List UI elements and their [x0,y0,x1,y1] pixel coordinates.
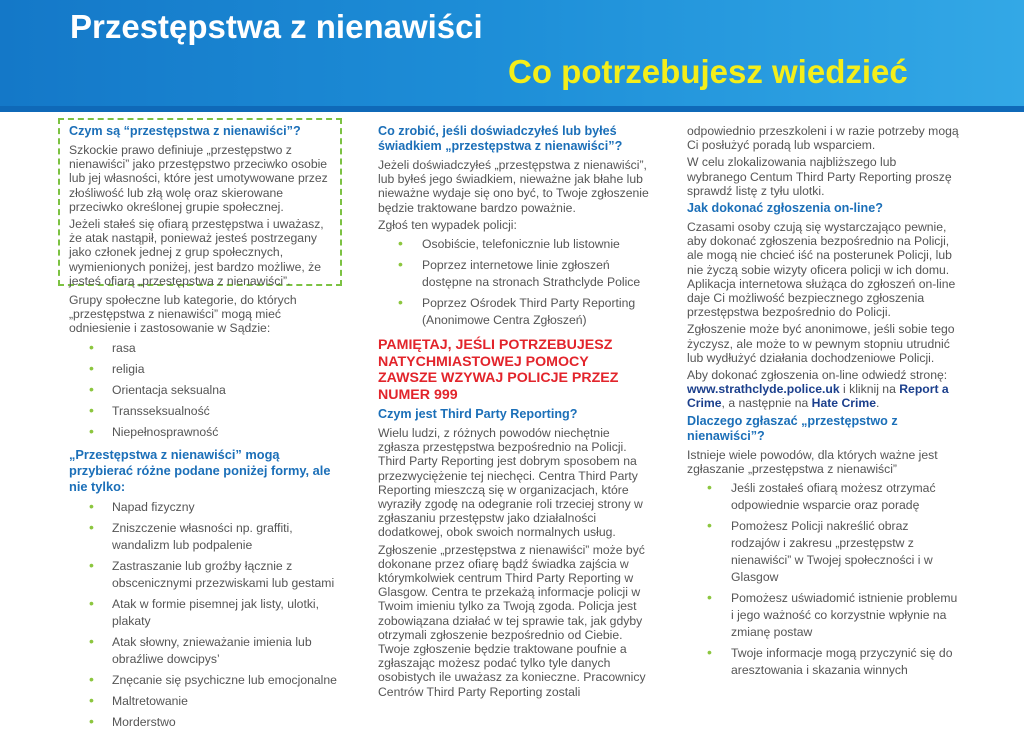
reasons-list [687,480,959,679]
bullet-icon: • [89,518,94,535]
list-item: • Transseksualność [89,401,210,418]
list-item: • Jeśli zostałeś ofiarą możesz otrzymać odpowiednie wsparcie oraz poradę [707,479,936,513]
anonymous-paragraph: Zgłoszenie może być anonimowe, jeśli sobie tego życzysz, ale może to w pewnym stopniu utrudnić lub wydłużyć działania dochodzeniowe Policji. [687,322,955,365]
definition-paragraph: Szkockie prawo definiuje „przestępstwo z nienawiści” jako przestępstwo przeciwko osobie lub jej własności, które jest umotywowane przez złośliwość lub złą wolę oraz skierowane przeciwko określonej grupie społecznej. [69,143,328,214]
list-item: • Znęcanie się psychiczne lub emocjonalne [89,670,337,687]
forms-list [69,499,337,731]
bullet-icon: • [707,479,712,496]
list-item: • religia [89,359,145,376]
report-intro: Zgłoś ten wypadek policji: [378,217,517,232]
bullet-icon: • [89,380,94,397]
list-item: • Zniszczenie własności np. graffiti, wandalizm lub podpalenie [89,518,293,552]
column-1 [69,293,337,737]
groups-list [69,340,337,441]
bullet-icon: • [89,632,94,649]
online-paragraph: Czasami osoby czują się wystarczająco pewnie, aby dokonać zgłoszenia bezpośrednio na Policji, ale mogą nie chcieć iść na posterunek Policji, lub nie życzą sobie wizyty oficera policji w ich domu. Aplikacja internetowa służąca do zgłoszeń on-line daje Ci możliwość bezpiecznego zgłoszenia przestępstwa bezpośrednio do Policji. [687,220,956,320]
definition-heading: Czym są “przestępstwa z nienawiści”? [69,124,301,138]
bullet-icon: • [89,712,94,729]
list-item: • Zastraszanie lub groźby łącznie z obscenicznymi przezwiskami lub gestami [89,556,335,590]
bullet-icon: • [89,594,94,611]
bullet-icon: • [398,256,403,273]
third-party-paragraph: Wielu ludzi, z różnych powodów niechętnie zgłasza przestępstwa bezpośrednio na Policji. Third Party Reporting jest dobrym sposobem na przezwyciężenie tej niechęci. Centra Third Party Reporting mieszczą się w organizacjach, które wyraziły zgodę na odegranie roli trzeciej strony w zgłaszaniu przestępstw jako działalności dodatkowej, obok swoich normalnych usług. [378,426,643,540]
forms-heading: „Przestępstwa z nienawiści” mogą przybierać różne podane poniżej formy, ale nie tylko: [69,446,331,494]
bullet-icon: • [89,556,94,573]
list-item: • Osobiście, telefonicznie lub listownie [398,235,620,252]
bullet-icon: • [89,359,94,376]
header-divider [0,106,1024,112]
column-3 [687,124,959,685]
list-item: • Orientacja seksualna [89,380,226,397]
list-item: • Morderstwo [89,712,176,729]
list-item: • Twoje informacje mogą przyczynić się do aresztowania i skazania winnych [707,644,953,678]
report-crime-link[interactable]: Report a Crime [687,382,949,411]
why-report-paragraph: Istnieje wiele powodów, dla których ważne jest zgłaszanie „przestępstwa z nienawiści” [687,447,938,476]
bullet-icon: • [89,497,94,514]
bullet-icon: • [89,401,94,418]
bullet-icon: • [89,691,94,708]
list-item: • Poprzez internetowe linie zgłoszeń dostępne na stronach Strathclyde Police [398,256,641,290]
website-link[interactable]: www.strathclyde.police.uk [687,382,840,397]
list-item: • Pomożesz uświadomić istnienie problemu i jego ważność co korzystnie wpłynie na zmianę postaw [707,589,958,640]
definition-box-content [69,124,337,291]
what-to-do-paragraph: Jeżeli doświadczyłeś „przestępstwa z nienawiści”, lub byłeś jego świadkiem, nieważne jak błahe lub nieważne wydaje się ono być, to Twoje zgłoszenie będzie traktowane bardzo poważnie. [378,158,649,215]
list-item: • Maltretowanie [89,691,188,708]
online-instructions: Aby dokonać zgłoszenia on-line odwiedź stronę: www.strathclyde.police.uk i kliknij na Report a Crime, a następnie na Hate Crime. [687,368,949,411]
bullet-icon: • [707,644,712,661]
bullet-icon: • [89,338,94,355]
list-item: • Atak w formie pisemnej jak listy, ulotki, plakaty [89,594,320,628]
what-to-do-heading: Co zrobić, jeśli doświadczyłeś lub byłeś świadkiem „przestępstwa z nienawiści”? [378,124,623,153]
bullet-icon: • [89,670,94,687]
bullet-icon: • [398,294,403,311]
page-title: Przestępstwa z nienawiści [70,8,483,45]
list-item: • Niepełnosprawność [89,422,219,439]
bullet-icon: • [398,235,403,252]
page-subtitle: Co potrzebujesz wiedzieć [508,53,908,90]
hate-crime-link[interactable]: Hate Crime [811,396,877,411]
list-item: • Atak słowny, znieważanie imienia lub obraźliwe dowcipys’ [89,632,312,666]
online-heading: Jak dokonać zgłoszenia on-line? [687,201,883,216]
list-item: • Poprzez Ośrodek Third Party Reporting (Anonimowe Centra Zgłoszeń) [398,294,636,328]
list-item: • rasa [89,338,136,355]
list-item: • Napad fizyczny [89,497,195,514]
continued-paragraph: odpowiednio przeszkoleni i w razie potrzeby mogą Ci posłużyć poradą lub wsparciem. [687,124,959,153]
bullet-icon: • [707,517,712,534]
bullet-icon: • [707,589,712,606]
locate-centre-paragraph: W celu zlokalizowania najbliższego lub wybranego Centum Third Party Reporting proszę sprawdź listę z tyłu ulotki. [687,155,952,198]
emergency-warning: PAMIĘTAJ, JEŚLI POTRZEBUJESZ NATYCHMIASTOWEJ POMOCY ZAWSZE WZYWAJ POLICJE PRZEZ NUMER 999 [378,337,619,403]
list-item: • Pomożesz Policji nakreślić obraz rodzajów i zakresu „przestępstw z nienawiści” w Twojej społeczności i w Glasgow [707,517,933,585]
column-2 [378,124,650,702]
third-party-heading: Czym jest Third Party Reporting? [378,407,578,422]
report-ways-list [378,236,650,329]
why-report-heading: Dlaczego zgłaszać „przestępstwo z nienawiści”? [687,413,898,443]
victim-paragraph: Jeżeli stałeś się ofiarą przestępstwa i uważasz, że atak nastąpił, ponieważ jesteś postrzegany jako członek jednej z grup społecznych, wymienionych poniżej, jest bardzo możliwe, że jesteś ofiarą „przestępstwa z nienawiści”. [69,217,324,288]
bullet-icon: • [89,422,94,439]
third-party-paragraph-2: Zgłoszenie „przestępstwa z nienawiści” może być dokonane przez ofiarę bądź świadka zajścia w którymkolwiek centrum Third Party Reporting w Glasgow. Centra te przekażą informacje policji w Twoim imieniu tylko za Twoją zgoda. Policja jest zobowiązana działać w tej sprawie tak, jak gdyby otrzymali zgłoszenie bezpośrednio od Ciebie. Twoje zgłoszenie będzie traktowane poufnie a zgłaszając możesz podać tylko tyle danych osobistych ile uważasz za konieczne. Pracownicy Centrów Third Party Reporting zostali [378,542,646,699]
groups-intro: Grupy społeczne lub kategorie, do których „przestępstwa z nienawiści” mogą mieć odniesienie i zastosowanie w Sądzie: [69,293,297,336]
